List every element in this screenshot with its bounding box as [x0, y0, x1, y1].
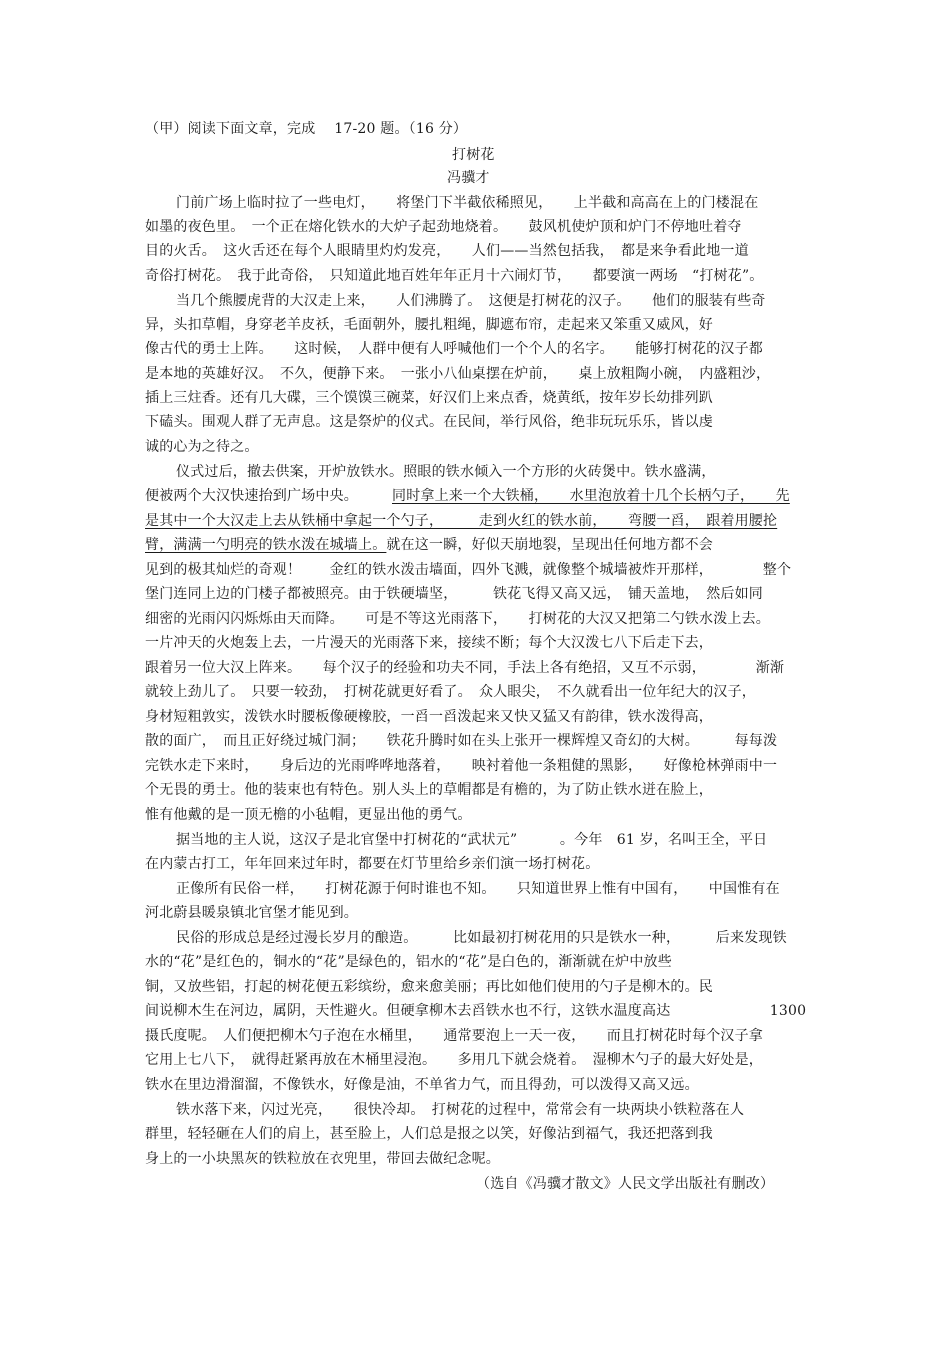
text-line: 身上的一小块黑灰的铁粒放在衣兜里，带回去做纪念呢。: [145, 1151, 500, 1167]
text-line: 异，头扣草帽，身穿老羊皮袄，毛面朝外，腰扎粗绳，脚遮布帘，走起来又笨重又威风，好: [145, 317, 713, 333]
text-line: 一片冲天的火炮轰上去，一片漫天的光雨落下来，接续不断；每个大汉泼七八下后走下去，: [145, 635, 713, 651]
text-line: 河北蔚县暖泉镇北官堡才能见到。: [145, 905, 358, 921]
text-line: 插上三炷香。还有几大碟，三个馍馍三碗菜，好汉们上来点香，烧黄纸，按年岁长幼排列趴: [145, 390, 713, 406]
source-citation: （选自《冯骥才散文》人民文学出版社有删改）: [476, 1176, 775, 1192]
text-line: 跟着另一位大汉上阵来。 每个汉子的经验和功夫不同，手法上各有绝招，又互不示弱， 渐渐: [145, 660, 785, 676]
text-line: 当几个熊腰虎背的大汉走上来， 人们沸腾了。 这便是打树花的汉子。 他们的服装有些奇: [176, 293, 766, 309]
text-line: 就较上劲儿了。 只要一较劲， 打树花就更好看了。 众人眼尖， 不久就看出一位年纪大的汉子，: [145, 684, 756, 700]
text-line: 水的“花”是红色的，铜水的“花”是绿色的，铝水的“花”是白色的，渐渐就在炉中放些: [145, 954, 672, 970]
text-line: 惟有他戴的是一顶无檐的小毡帽，更显出他的勇气。: [145, 807, 472, 823]
article-author: 冯骥才: [447, 170, 490, 186]
text-line: [145, 536, 713, 554]
text-line: 完铁水走下来时， 身后边的光雨哗哗地落着， 映衬着他一条粗健的黑影， 好像枪林弹雨中一: [145, 758, 778, 774]
text-line: 铁水在里边滑溜溜，不像铁水，好像是油，不单省力气，而且得劲，可以泼得又高又远。: [145, 1077, 699, 1093]
text-line: 细密的光雨闪闪烁烁由天而降。 可是不等这光雨落下， 打树花的大汉又把第二勺铁水泼上去。: [145, 611, 770, 627]
text-line: 身材短粗敦实，泼铁水时腰板像硬橡胶，一舀一舀泼起来又快又猛又有韵律，铁水泼得高，: [145, 709, 713, 725]
text-line: 它用上七八下， 就得赶紧再放在木桶里浸泡。 多用几下就会烧着。 湿柳木勺子的最大好处是，: [145, 1052, 763, 1068]
text-line: 诚的心为之待之。: [145, 439, 259, 455]
text-line: 下磕头。围观人群了无声息。这是祭炉的仪式。在民间，举行风俗，绝非玩玩乐乐，皆以虔: [145, 414, 713, 430]
text-line: 摄氏度呢。 人们便把柳木勺子泡在水桶里， 通常要泡上一天一夜， 而且打树花时每个汉子拿: [145, 1028, 763, 1044]
text-line: 像古代的勇士上阵。 这时候， 人群中便有人呼喊他们一个个人的名字。 能够打树花的汉子都: [145, 341, 763, 357]
text-line: 正像所有民俗一样， 打树花源于何时谁也不知。 只知道世界上惟有中国有， 中国惟有在: [176, 881, 780, 897]
underlined-sentence: 同时拿上来一个大铁桶， 水里泡放着十几个长柄勺子， 先: [392, 488, 790, 504]
text-line: 群里，轻轻砸在人们的肩上，甚至脸上，人们总是报之以笑，好像沾到福气，我还把落到我: [145, 1126, 713, 1142]
underlined-sentence: 是其中一个大汉走上去从铁桶中拿起一个勺子， 走到火红的铁水前， 弯腰一舀， 跟着用腰抡: [145, 513, 778, 529]
underlined-sentence: 臂，满满一勺明亮的铁水泼在城墙上。: [145, 537, 387, 553]
text-line: 见到的极其灿烂的奇观！ 金红的铁水泼击墙面，四外飞溅，就像整个城墙被炸开那样， 整个: [145, 562, 792, 578]
article-title: 打树花: [452, 147, 495, 163]
text-line: 堡门连同上边的门楼子都被照亮。由于铁硬墙坚， 铁花飞得又高又远， 铺天盖地， 然后如同: [145, 586, 763, 602]
text-line: 铜，又放些铝，打起的树花便五彩缤纷，愈来愈美丽；再比如他们使用的勺子是柳木的。民: [145, 979, 713, 995]
text-segment: 便被两个大汉快速抬到广场中央。: [145, 488, 358, 504]
text-line: 间说柳木生在河边，属阴，天性避火。但硬拿柳木去舀铁水也不行，这铁水温度高达 1300: [145, 1003, 807, 1019]
text-line: 如墨的夜色里。 一个正在熔化铁水的大炉子起劲地烧着。 鼓风机使炉顶和炉门不停地吐着夺: [145, 219, 742, 235]
text-line: 仪式过后，撤去供案，开炉放铁水。照眼的铁水倾入一个方形的火砖煲中。铁水盛满，: [176, 464, 716, 480]
text-line: 目的火舌。 这火舌还在每个人眼睛里灼灼发亮， 人们——当然包括我， 都是来争看此地一道: [145, 243, 749, 259]
text-line: 据当地的主人说，这汉子是北官堡中打树花的“武状元” 。今年 61 岁，名叫王全，平日: [176, 832, 768, 848]
text-line: 个无畏的勇士。他的装束也有特色。别人头上的草帽都是有檐的，为了防止铁水迸在脸上，: [145, 782, 713, 798]
question-header: （甲）阅读下面文章，完成 17-20 题。（16 分）: [145, 121, 468, 137]
text-line: 门前广场上临时拉了一些电灯， 将堡门下半截依稀照见， 上半截和高高在上的门楼混在: [176, 195, 759, 211]
text-line: 在内蒙古打工，年年回来过年时，都要在灯节里给乡亲们演一场打树花。: [145, 856, 600, 872]
text-line: [145, 487, 790, 505]
text-line: 散的面广， 而且正好绕过城门洞； 铁花升腾时如在头上张开一棵辉煌又奇幻的大树。 每每泼: [145, 733, 778, 749]
text-line: 是本地的英雄好汉。 不久，便静下来。 一张小八仙桌摆在炉前， 桌上放粗陶小碗， 内盛粗沙，: [145, 366, 771, 382]
text-line: 民俗的形成总是经过漫长岁月的酿造。 比如最初打树花用的只是铁水一种， 后来发现铁: [176, 930, 787, 946]
text-line: 铁水落下来，闪过光亮， 很快冷却。 打树花的过程中，常常会有一块两块小铁粒落在人: [176, 1102, 745, 1118]
text-line: 奇俗打树花。 我于此奇俗， 只知道此地百姓年年正月十六闹灯节， 都要演一两场 “打树花”。: [145, 268, 764, 284]
text-segment: 就在这一瞬，好似天崩地裂，呈现出任何地方都不会: [386, 537, 714, 553]
